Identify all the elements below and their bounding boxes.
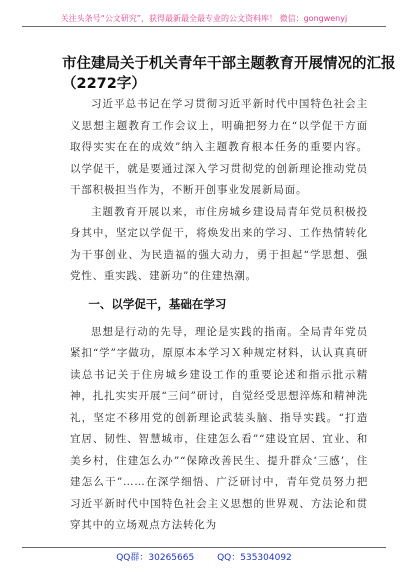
word-count: （2272字）	[62, 76, 146, 92]
paragraph: 主题教育开展以来，市住房城乡建设局青年党员积极投身其中，坚定以学促干，将焕发出来的学习、工作热情转化为干事创业、为民造福的强大动力，勇于担起“学思想、强党性、重实践、建新功”的住建热潮。	[70, 205, 368, 282]
footer-qq-group: QQ群：30265665	[116, 553, 195, 563]
section-heading: 一、以学促干，基础在学习	[88, 296, 227, 311]
page-header	[22, 6, 386, 27]
page-footer	[22, 547, 386, 568]
document-body	[62, 38, 396, 537]
document-title: 市住建局关于机关青年干部主题教育开展情况的汇报	[62, 56, 396, 72]
header-banner: 关注头条号“公文研究”，获得最新最全最专业的公文资料库！ 微信：gongwenyj	[60, 14, 348, 23]
paragraph: 思想是行动的先导，理论是实践的指南。全局青年党员紧扣“学”字做功，原原本本学习Ｘ种规定材料，认认真真研读总书记关于住房城乡建设工作的重要论述和指示批示精神，扎扎实实开展“三问”研讨，自觉经受思想淬炼和精神洗礼，坚定不移用党的创新理论武装头脑、指导实践。“打造宜居、韧性、智慧城市，住建怎么看”“建设宜居、宜业、和美乡村，住建怎么办”“保障改善民生、提升群众‘三感’，住建怎么干”……在深学细悟、广泛研讨中，青年党员努力把习近平新时代中国特色社会主义思想的世界观、方法论和贯穿其中的立场观点方法转化为	[70, 325, 368, 531]
footer-qq: QQ：535304092	[217, 553, 292, 563]
paragraph: 习近平总书记在学习贯彻习近平新时代中国特色社会主义思想主题教育工作会议上，明确把努力在“以学促干方面取得实实在在的成效”纳入主题教育根本任务的重要内容。以学促干，就是要通过深入学习贯彻党的创新理论推动党员干部积极担当作为，不断开创事业发展新局面。	[70, 98, 368, 196]
